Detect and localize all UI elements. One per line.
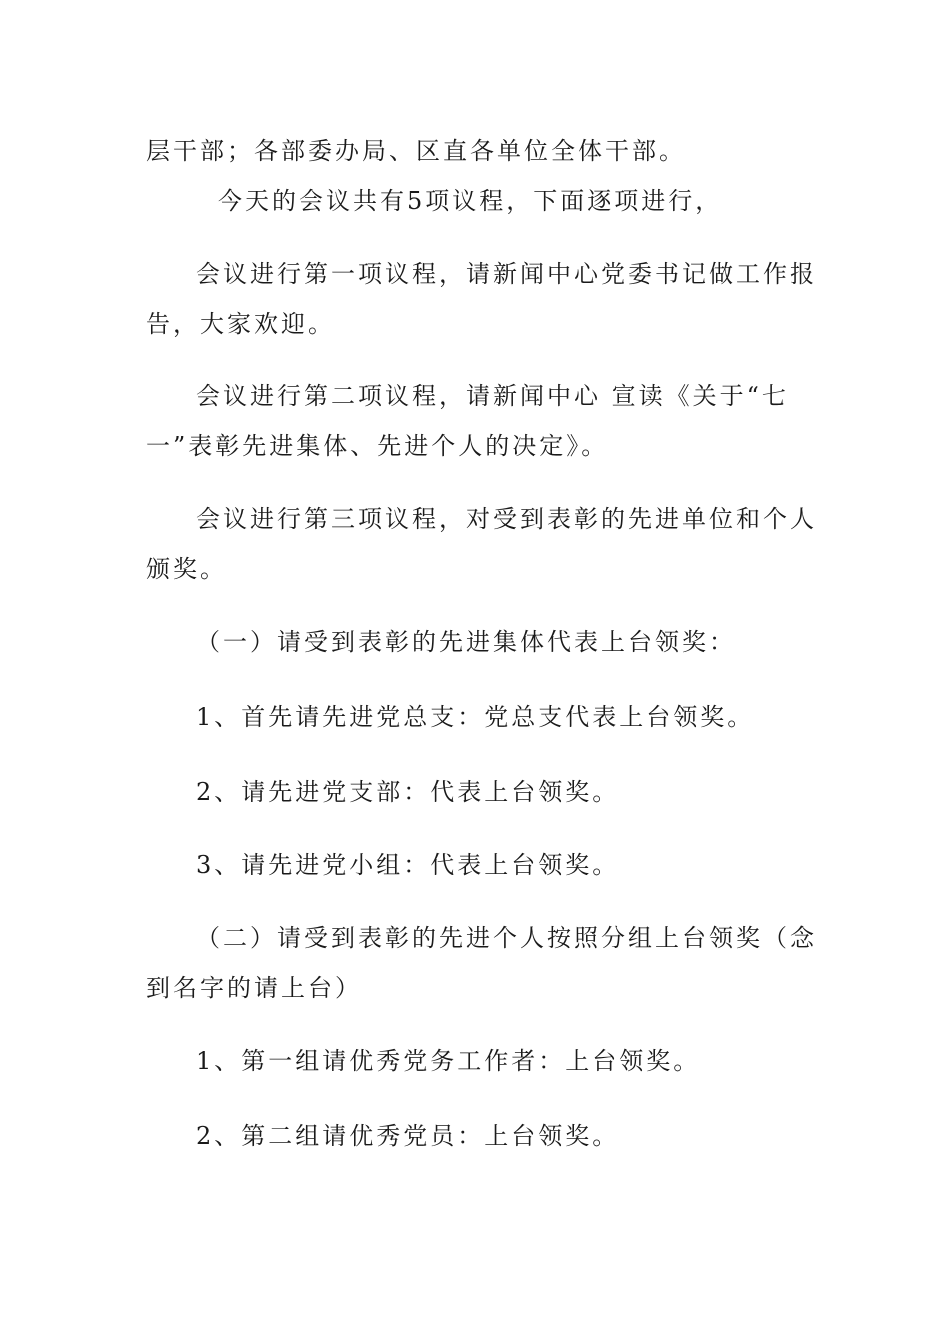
text-line: 1、第一组请优秀党务工作者：上台领奖。 (196, 1047, 701, 1075)
text-line: 会议进行第三项议程，对受到表彰的先进单位和个人 (196, 505, 817, 533)
text-line: 层干部；各部委办局、区直各单位全体干部。 (146, 137, 686, 165)
text-line: 1、首先请先进党总支：党总支代表上台领奖。 (196, 703, 755, 731)
text-line: 告，大家欢迎。 (146, 310, 335, 338)
text-line: 会议进行第一项议程，请新闻中心党委书记做工作报 (196, 260, 817, 288)
text-line: 2、第二组请优秀党员：上台领奖。 (196, 1122, 620, 1150)
text-line: （二）请受到表彰的先进个人按照分组上台领奖（念 (196, 924, 817, 952)
text-line: 今天的会议共有5项议程，下面逐项进行， (218, 187, 723, 215)
text-line: （一）请受到表彰的先进集体代表上台领奖： (196, 628, 736, 656)
text-line: 一”表彰先进集体、先进个人的决定》。 (146, 432, 609, 460)
text-line: 到名字的请上台） (146, 974, 362, 1002)
text-line: 颁奖。 (146, 555, 227, 583)
text-line: 会议进行第二项议程，请新闻中心 宣读《关于“七 (196, 382, 789, 410)
text-line: 2、请先进党支部：代表上台领奖。 (196, 778, 620, 806)
text-line: 3、请先进党小组：代表上台领奖。 (196, 851, 620, 879)
